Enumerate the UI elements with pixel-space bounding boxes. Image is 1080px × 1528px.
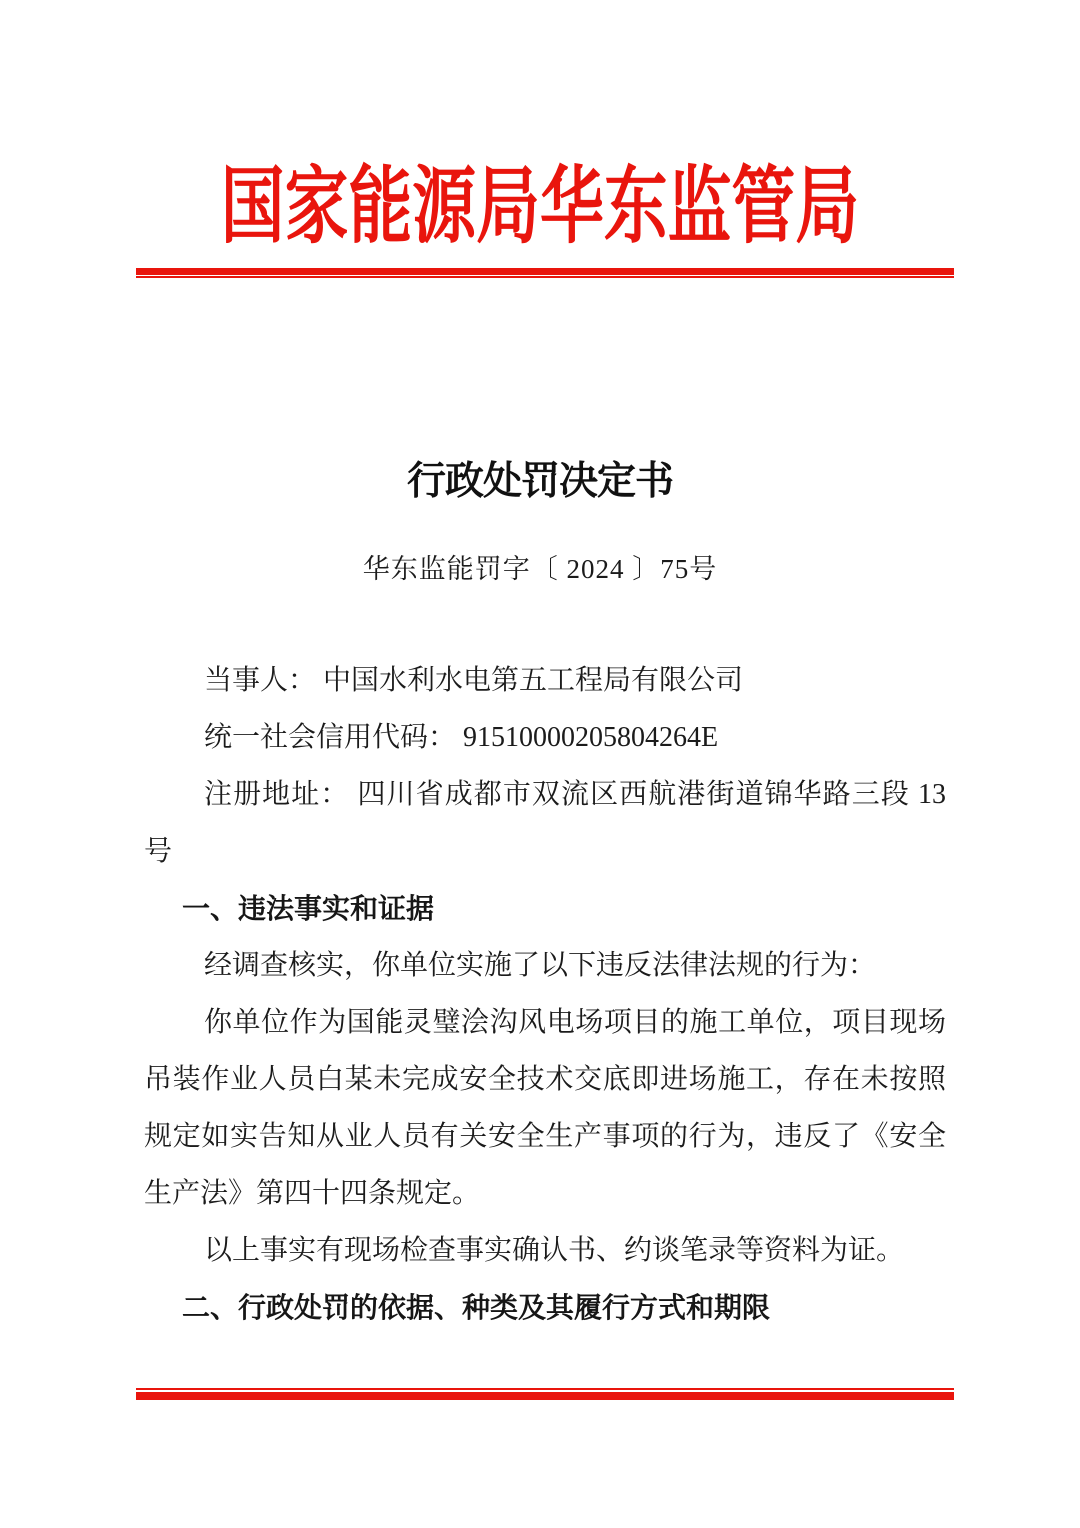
violation-detail-line-3: 规定如实告知从业人员有关安全生产事项的行为，违反了《安全 <box>144 1121 946 1152</box>
party-name-line: 当事人： 中国水利水电第五工程局有限公司 <box>204 665 744 696</box>
credit-code-line: 统一社会信用代码： 91510000205804264E <box>204 722 719 753</box>
violation-detail-line-2: 吊装作业人员白某未完成安全技术交底即进场施工，存在未按照 <box>144 1064 946 1095</box>
evidence-line: 以上事实有现场检查事实确认书、约谈笔录等资料为证。 <box>204 1235 905 1266</box>
footer-red-rule <box>136 1388 954 1400</box>
document-number: 华东监能罚字〔 2024 〕75号 <box>362 554 718 584</box>
letterhead-agency-name: 国家能源局华东监管局 <box>220 161 860 254</box>
registered-address-wrap-line: 号 <box>144 836 173 867</box>
document-body <box>144 652 946 1336</box>
section-2-heading: 二、行政处罚的依据、种类及其履行方式和期限 <box>182 1292 771 1323</box>
violation-detail-line-1: 你单位作为国能灵璧浍沟风电场项目的施工单位，项目现场 <box>204 1007 946 1038</box>
registered-address-line: 注册地址： 四川省成都市双流区西航港街道锦华路三段 13 <box>204 779 946 810</box>
document-title: 行政处罚决定书 <box>406 460 673 503</box>
section-1-heading: 一、违法事实和证据 <box>182 893 435 924</box>
letterhead-red-rule <box>136 268 954 278</box>
violation-detail-line-4: 生产法》第四十四条规定。 <box>144 1178 481 1209</box>
facts-intro-line: 经调查核实，你单位实施了以下违反法律法规的行为： <box>204 950 877 981</box>
